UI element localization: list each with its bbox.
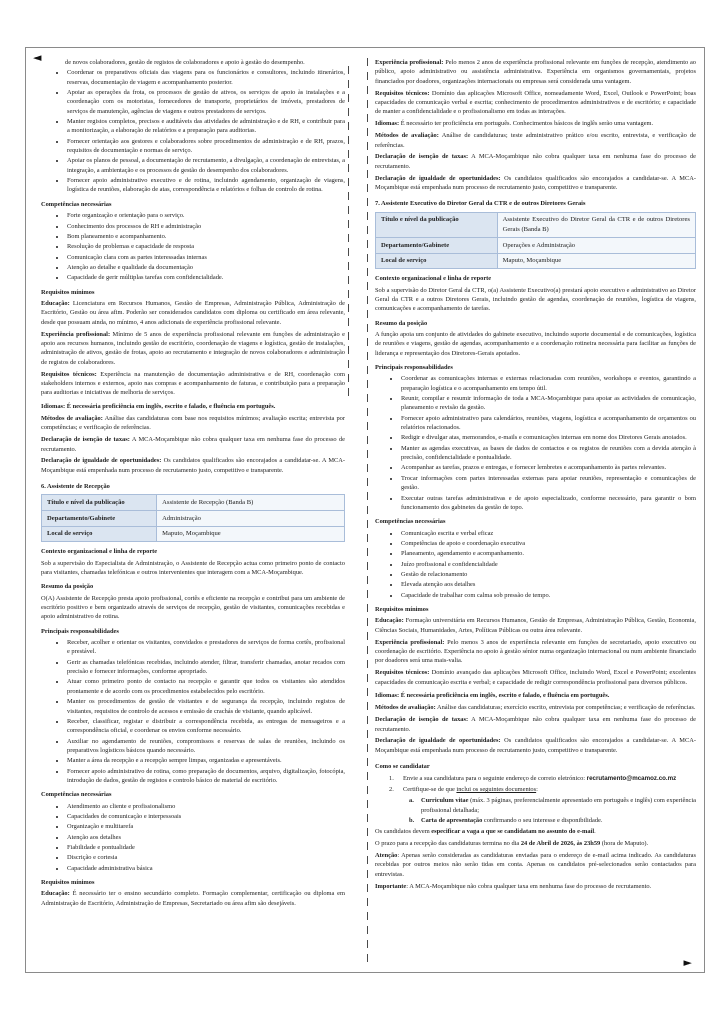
table-row xyxy=(376,238,696,254)
field-label: Experiência profissional: xyxy=(375,638,445,646)
list-item: • Receber, acolher e orientar os visitantes, convidados e prestadores de serviços de forma cortês, profissional e prestável. xyxy=(66,638,345,657)
table-value: Administração xyxy=(157,511,345,527)
field-text: Análise de candidaturas; teste administrativo prático e/ou escrito, entrevista, e verificação de referências. xyxy=(375,132,696,149)
item-letter: b. xyxy=(409,817,415,825)
table-row xyxy=(376,212,696,237)
field-label: Métodos de avaliação: xyxy=(375,704,436,712)
section-heading-competencias: Competências necessárias xyxy=(41,200,112,208)
list-item: • Fiabilidade e pontualidade xyxy=(66,843,345,852)
list-item: • Trocar informações com partes interessadas externas para apoiar reuniões, representação e comunicações de gestão. xyxy=(400,474,696,493)
list-item: • Forte organização e orientação para o serviço. xyxy=(66,211,345,220)
item-text xyxy=(421,816,696,825)
table-label: Local de serviço xyxy=(376,253,498,269)
text-post: . xyxy=(594,828,596,836)
labeled-paragraph-idiomas-job6 xyxy=(375,119,696,128)
step-number: 2. xyxy=(389,786,394,794)
list-item: • Atuar como primeiro ponto de contacto na recepção e garantir que todos os visitantes são atendidos prontamente e de acordo com os procedimentos estabelecidos pelo escritório. xyxy=(66,677,345,696)
list-item: • Auxiliar no agendamento de reuniões, compromissos e reservas de salas de reuniões, incluindo os preparativos logísticos básicos quando necessário. xyxy=(66,737,345,756)
list-item: • Competências de apoio e coordenação executiva xyxy=(400,539,696,548)
field-label: Experiência profissional: xyxy=(375,59,444,66)
job7-title: 7. Assistente Executivo do Diretor Geral da CTR e de outros Diretores Gerais xyxy=(375,200,586,208)
labeled-paragraph-metodos xyxy=(41,414,345,433)
responsibilities-list-job7 xyxy=(375,374,696,512)
job7-summary-table xyxy=(375,212,696,270)
step-pre: Envie a sua candidatura para o seguinte endereço de correio eletrónico: xyxy=(403,775,587,783)
labeled-paragraph-igualdade xyxy=(41,456,345,475)
field-text: É necessário ter o ensino secundário completo. Formação complementar, certificação ou diploma em Administração de Escritório, Administração de Empresas, Secretariado ou área afim são desejáveis. xyxy=(41,890,345,907)
doc-desc: confirmando o seu interesse e disponibilidade. xyxy=(482,817,603,825)
right-column xyxy=(375,58,696,964)
idiomas-statement: Idiomas: É necessária proficiência em inglês, escrito e falado, e fluência em português. xyxy=(41,402,276,410)
field-label: Métodos de avaliação: xyxy=(375,132,439,140)
list-item: • Atendimento ao cliente e profissionalismo xyxy=(66,802,345,811)
labeled-paragraph-educacao-job7 xyxy=(375,616,696,635)
text-bold: especificar a vaga a que se candidatam no assunto do e-mail xyxy=(431,828,595,836)
list-item: • Reunir, compilar e resumir informação de toda a MCA-Moçambique para apoiar as actividades de comunicação, planeamento e revisão da gestão. xyxy=(400,394,696,413)
field-text: A MCA-Moçambique não cobra qualquer taxa em nenhuma fase do processo de recrutamento. xyxy=(375,153,696,170)
duties-list xyxy=(41,68,345,194)
labeled-paragraph-isencao xyxy=(41,435,345,454)
revision-bars-left xyxy=(348,66,349,396)
labeled-paragraph-metodos-job6 xyxy=(375,131,696,150)
section-heading-contexto: Contexto organizacional e linha de reporte xyxy=(41,548,158,556)
table-row xyxy=(376,253,696,269)
doc-desc: (máx. 3 páginas, preferencialmente apresentado em português e inglês) com experiência profissional detalhada; xyxy=(421,797,696,814)
table-label: Título e nível da publicação xyxy=(376,212,498,237)
list-item: • Elevada atenção aos detalhes xyxy=(400,580,696,589)
section-heading-responsabilidades-job7: Principais responsabilidades xyxy=(375,364,453,372)
list-item: • Resolução de problemas e capacidade de resposta xyxy=(66,242,345,251)
list-item: • Redigir e divulgar atas, memorandos, e-mails e comunicações internas em nome dos Diretores Gerais апoiados. xyxy=(400,433,696,442)
field-label: Importante xyxy=(375,882,407,890)
list-item: • Atenção aos detalhes xyxy=(66,833,345,842)
field-text: Experiência na manutenção de documentação administrativa e de RH, coordenação com stakeholders internos e externos, apoio nas compras e acompanhamento de faturas, e contribuição para a preparação para auditorias e iniciativas de melhoria de serviços. xyxy=(41,370,345,397)
job6-title: 6. Assistente de Recepção xyxy=(41,483,110,491)
labeled-paragraph-experiencia xyxy=(41,330,345,367)
importante-paragraph xyxy=(375,882,696,891)
field-text: Domínio das aplicações Microsoft Office, nomeadamente Word, Excel, Outlook e PowerPoint; boas capacidades de comunicação verbal e escrita; conhecimento de procedimentos administrativos e de escritório; e capacidade de manter a confidencialidade e o profissionalismo em todas as interações. xyxy=(375,89,696,116)
section-heading-competencias2: Competências necessárias xyxy=(41,791,112,799)
idiomas-statement-job7: Idiomas: É necessária proficiência em inglês, escrito e falado, e fluência em português. xyxy=(375,691,610,699)
list-item: • Gerir as chamadas telefónicas recebidas, incluindo atender, filtrar, transferir chamadas, anotar recados com precisão e fornecer informações, conforme apropriado. xyxy=(66,658,345,677)
apply-step-2 xyxy=(375,785,696,794)
text-pre: Os candidatos devem xyxy=(375,828,432,836)
table-value: Maputo, Moçambique xyxy=(497,253,695,269)
list-item: • Coordenar os preparativos oficiais das viagens para os funcionários e consultores, incluindo itinerários, reservas, documentação de viagem e acompanhamento posterior. xyxy=(66,68,345,87)
doc-name: Carta de apresentação xyxy=(421,817,483,825)
section-heading-requisitos: Requisitos mínimos xyxy=(41,288,95,296)
step-number: 1. xyxy=(389,775,394,783)
field-text: Análise das candidaturas; exercício escrito, entrevista por competências; e verificação de referências. xyxy=(435,704,696,712)
list-item: • Receber, classificar, registar e distribuir a correspondência recebida, as entregas de mensageiros e a correspondência oficial, e coordenar os envios conforme necessário. xyxy=(66,717,345,736)
field-label: Requisitos técnicos: xyxy=(375,669,430,677)
job6-summary-table xyxy=(41,494,345,542)
table-label: Departamento/Gabinete xyxy=(42,511,157,527)
two-column-layout xyxy=(26,48,704,972)
text-pre: O prazo para a recepção das candidaturas termina no dia xyxy=(375,840,521,848)
list-item: • Capacidade de gerir múltiplas tarefas com confidencialidade. xyxy=(66,273,345,282)
resumo-paragraph: O(A) Assistente de Recepção presta apoio profissional, cortês e eficiente na recepção e contribui para um ambiente de escritório positivo e bem organizado através de serviços de recepção, gestão de visitantes, comunicações recebidas e apoio administrativo de rotina. xyxy=(41,594,345,621)
table-label: Departamento/Gabinete xyxy=(376,238,498,254)
deadline-date: 24 de Abril de 2026, às 23h59 xyxy=(520,840,601,848)
application-email[interactable]: recrutamento@mcamoz.co.mz xyxy=(586,775,677,783)
list-item: • Planeamento, agendamento e acompanhamento. xyxy=(400,549,696,558)
text-post: (hora de Maputo). xyxy=(600,840,649,848)
doc-name: Curriculum vitae xyxy=(421,797,469,805)
item-letter: a. xyxy=(409,797,414,805)
apply-step-1 xyxy=(375,774,696,783)
step-post: : xyxy=(536,786,538,794)
labeled-paragraph-igualdade-job6 xyxy=(375,174,696,193)
continued-from-previous-icon[interactable]: ◄ xyxy=(33,51,42,64)
field-label: Métodos de avaliação: xyxy=(41,414,103,422)
table-value: Maputo, Moçambique xyxy=(157,526,345,542)
step-text xyxy=(403,785,696,794)
section-heading-resumo: Resumo da posição xyxy=(41,583,94,591)
labeled-paragraph-experiencia-job6 xyxy=(375,58,696,86)
table-label: Local de serviço xyxy=(42,526,157,542)
field-label: Educação: xyxy=(375,617,404,625)
field-label: Declaração de isenção de taxas: xyxy=(375,716,469,724)
list-item: • Coordenar as comunicações internas e externas relacionadas com reuniões, workshops e eventos, garantindo a preparação logística e o acompanhamento em tempo útil. xyxy=(400,374,696,393)
field-label: Declaração de igualdade de oportunidades: xyxy=(41,457,162,465)
field-text: : Apenas serão consideradas as candidaturas enviadas para o endereço de e-mail acima indicado. As candidaturas recebidas por outros meios não serão tidas em conta. Apenas os candidatos pré-selecionados serão contactados para entrevistas. xyxy=(375,852,696,878)
field-text: Domínio avançado das aplicações Microsoft Office, incluindo Word, Excel e PowerPoint; excelentes capacidades de comunicação escrita e verbal; e capacidade de redigir correspondência profissional para diversos públicos. xyxy=(375,669,696,686)
list-item: • Discrição e cortesia xyxy=(66,853,345,862)
contexto-paragraph: Sob a supervisão do Especialista de Administração, o Assistente de Recepção actua como primeiro ponto de contacto para visitantes, chamadas telefónicas e outros intervenientes que interagem com a MCA-Moçambique. xyxy=(41,559,345,577)
underlined-phrase: inclui os seguintes documentos xyxy=(456,786,537,794)
table-value: Operações e Administração xyxy=(497,238,695,254)
field-text: Os candidatos qualificados são encorajados a candidatar-se. A MCA-Moçambique está empenhada num processo de recrutamento justo, competitivo e transparente. xyxy=(375,174,696,192)
field-label: Atenção xyxy=(375,852,398,860)
field-label: Declaração de isenção de taxas: xyxy=(375,153,469,161)
section-heading-requisitos2: Requisitos mínimos xyxy=(41,879,95,886)
atencao-paragraph xyxy=(375,851,696,879)
field-text: Pelo menos 2 anos de experiência profissional relevante em funções de recepção, atendimento ao público, apoio administrativo ou assistência administrativa. Experiência em organismos governamentais, projetos financiados por doadores, organizações internacionais ou empresas será considerada uma vantagem. xyxy=(375,59,696,85)
field-label: Educação: xyxy=(41,299,70,307)
list-item: • Bom planeamento e acompanhamento. xyxy=(66,232,345,241)
field-text: É necessário ter proficiência em português. Conhecimentos básicos de inglês serão uma vantagem. xyxy=(399,120,654,128)
labeled-paragraph-metodos-job7 xyxy=(375,703,696,712)
field-label: Educação: xyxy=(41,890,70,898)
continues-next-page-icon[interactable]: ► xyxy=(683,956,692,969)
labeled-paragraph-tecnicos xyxy=(41,370,345,398)
revision-bars-right xyxy=(367,58,368,962)
list-item: • Manter registos completos, precisos e auditáveis das atividades de administração e de RH, e contribuir para a monitorização, a elaboração de relatórios e a preparação para auditorias. xyxy=(66,117,345,136)
field-text: Pelo menos 3 anos de experiência relevante em funções de secretariado, apoio executivo ou coordenação de escritório. Experiência no apoio à gestão sénior numa organização internacional ou num ambiente financiado por doadores será uma mais-valia. xyxy=(375,638,696,665)
list-item: • Fornecer apoio administrativo executivo e de rotina, incluindo agendamento, organização de viagens, logística de reuniões, elaboração de atas, correspondência e relatórios e folhas de controlo de rotina. xyxy=(66,176,345,195)
step-pre: Certifique-se de que xyxy=(403,786,457,794)
list-item: • Capacidade de trabalhar com calma sob pressão de tempo. xyxy=(400,591,696,600)
field-text: Os candidatos qualificados são encorajados a candidatar-se. A MCA-Moçambique está empenhada num processo de recrutamento justo, competitivo e transparente. xyxy=(375,737,696,754)
field-label: Requisitos técnicos: xyxy=(41,370,97,378)
document-frame xyxy=(25,47,705,973)
field-text: Formação universitária em Recursos Humanos, Gestão de Empresas, Administração Pública, Gestão, Economia, Ciências Sociais, Humanidades, Artes, Políticas Públicas ou outra área relevante. xyxy=(375,617,696,634)
list-item: • Capacidade administrativa básica xyxy=(66,864,345,873)
field-text: : A MCA-Moçambique não cobra qualquer taxa em nenhuma fase do processo de recrutamento. xyxy=(406,882,652,890)
table-value: Assistente de Recepção (Banda B) xyxy=(157,495,345,511)
list-item: • Manter a área da recepção e a recepção sempre limpas, organizadas e apresentáveis. xyxy=(66,756,345,765)
item-text xyxy=(421,796,696,815)
list-item: • Juízo profissional e confidencialidade xyxy=(400,560,696,569)
table-row xyxy=(42,526,345,542)
subject-instruction xyxy=(375,827,696,836)
deadline-paragraph xyxy=(375,839,696,848)
list-item: • Comunicação clara com as partes interessadas internas xyxy=(66,253,345,262)
field-text: Os candidatos qualificados são encorajados a candidatar-se. A MCA-Moçambique está empenhada num processo de recrutamento justo, competitivo e transparente. xyxy=(41,457,345,474)
field-label: Declaração de isenção de taxas: xyxy=(41,436,130,444)
labeled-paragraph-educacao xyxy=(41,299,345,327)
left-column xyxy=(41,58,345,964)
field-text: Licenciatura em Recursos Humanos, Gestão de Empresas, Administração Pública, Administração de Escritório, Gestão ou área afim. Poderão ser considerados candidatos com diploma ou certificado em área relevante, desde que possuam ainda, no mínimo, 4 anos adicionais de experiência profissional relevante. xyxy=(41,299,345,326)
list-item: • Gestão de relacionamento xyxy=(400,570,696,579)
step-text xyxy=(403,774,696,783)
section-heading-contexto-job7: Contexto organizacional e linha de reporte xyxy=(375,275,492,283)
field-label: Declaração de igualdade de oportunidades: xyxy=(375,174,501,182)
labeled-paragraph-educacao-job6 xyxy=(41,889,345,908)
section-heading-requisitos-job7: Requisitos mínimos xyxy=(375,605,429,613)
table-value: Assistente Executivo do Diretor Geral da CTR e de outros Diretores Gerais (Banda B) xyxy=(497,212,695,237)
labeled-paragraph-isencao-job6 xyxy=(375,152,696,171)
list-item: • Capacidades de comunicação e interpessoais xyxy=(66,812,345,821)
field-text: A MCA-Moçambique não cobra qualquer taxa em nenhuma fase do processo de recrutamento. xyxy=(41,436,345,453)
section-heading-resumo-job7: Resumo da posição xyxy=(375,319,428,327)
field-text: A MCA-Moçambique não cobra qualquer taxa em nenhuma fase do processo de recrutamento. xyxy=(375,716,696,733)
field-label: Declaração de igualdade de oportunidades: xyxy=(375,737,501,745)
list-item: • Atenção ao detalhe e qualidade da documentação xyxy=(66,263,345,272)
table-row xyxy=(42,511,345,527)
document-item-b xyxy=(375,816,696,825)
list-item: • Fornecer apoio administrativo de rotina, como preparação de documentos, arquivo, digitalização, fotocópia, introdução de dados, gestão de registos e controlo básico de material de escritório. xyxy=(66,767,345,786)
labeled-paragraph-experiencia-job7 xyxy=(375,638,696,666)
section-heading-competencias-job7: Competências necessárias xyxy=(375,518,446,526)
competencies-list xyxy=(41,211,345,282)
competencies-list-job6 xyxy=(41,802,345,873)
field-text: Mínimo de 5 anos de experiência profissional relevante em funções de administração e apoio aos recursos humanos, incluindo gestão de escritório, coordenação de viagens e logística, gestão de instalações, administração de ativos, gestão de frotas, apoio ao recrutamento e integração de novos colaboradores e administração de registos de colaboradores. xyxy=(41,330,345,366)
section-heading-responsabilidades: Principais responsabilidades xyxy=(41,627,119,635)
apply-heading: Como se candidatar xyxy=(375,763,430,771)
table-row xyxy=(42,495,345,511)
list-item: • Manter as agendas executivas, as bases de dados de contactos e os registos de reuniões com a devida atenção à precisão, confidencialidade e pontualidade. xyxy=(400,444,696,463)
list-item: • Comunicação escrita e verbal eficaz xyxy=(400,529,696,538)
labeled-paragraph-isencao-job7 xyxy=(375,715,696,734)
field-label: Requisitos técnicos: xyxy=(375,89,430,97)
field-label: Idiomas: xyxy=(375,120,400,128)
competencies-list-job7 xyxy=(375,529,696,600)
list-item: • Acompanhar as tarefas, prazos e entregas, e fornecer lembretes e acompanhamento às partes relevantes. xyxy=(400,463,696,472)
list-item: • Executar outras tarefas administrativas e de apoio especializado, conforme necessário, para garantir o bom funcionamento dos gabinetes da gestão de topo. xyxy=(400,494,696,513)
labeled-paragraph-igualdade-job7 xyxy=(375,736,696,755)
list-item: • Apoiar as operações da frota, os processos de gestão de ativos, os serviços de apoio às instalações e a coordenação com os motoristas, fornecedores de transporte, proprietários de imóveis, prestadores de serviços de manutenção, agências de viagens e outros prestadores de serviços. xyxy=(66,88,345,116)
list-item: • Fornecer orientação aos gestores e colaboradores sobre procedimentos de administração e de RH, prazos, requisitos de documentação e normas de serviço. xyxy=(66,137,345,156)
resumo-paragraph-job7: A função apoia um conjunto de atividades do gabinete executivo, incluindo suporte documental e de comunicações, logística de reuniões e viagens, gestão de agendas, acompanhamento e a coordenação rotineira necessária para facilitar as funções de liderança e representação dos Diretores-Gerais apoiados. xyxy=(375,331,696,357)
list-item: • Fornecer apoio administrativo para calendários, reuniões, viagens, logística e acompanhamento de orçamentos ou relatórios relacionados. xyxy=(400,414,696,433)
list-item: • Manter os procedimentos de gestão de visitantes e de segurança da recepção, incluindo registos de visitantes, requisitos de controlo de acessos e emissão de crachás de visitante, quando aplicável. xyxy=(66,697,345,716)
field-label: Experiência profissional: xyxy=(41,330,111,338)
field-text: Análise das candidaturas com base nos requisitos mínimos; avaliação escrita; entrevista por competências; e verificação de referências. xyxy=(41,414,345,432)
list-item: • Conhecimento dos processos de RH e administração xyxy=(66,222,345,231)
responsibilities-list xyxy=(41,638,345,785)
labeled-paragraph-tecnicos-job7 xyxy=(375,668,696,687)
table-label: Título e nível da publicação xyxy=(42,495,157,511)
bullet-continuation: de novos colaboradores, gestão de registos de colaboradores e apoio à gestão do desempenho. xyxy=(65,59,305,66)
list-item: • Apoiar os planos de pessoal, a documentação de recrutamento, a divulgação, a coordenação de entrevistas, a integração, a ambientação e os processos de gestão do desempenho dos colaboradores. xyxy=(66,156,345,175)
list-item: • Organização e multitarefa xyxy=(66,822,345,831)
document-item-a xyxy=(375,796,696,815)
contexto-paragraph-job7: Sob a supervisão do Diretor Geral da CTR, o(a) Assistente Executivo(a) prestará apoio executivo e administrativo ao Diretor Geral da CTR e a outros Diretores Gerais, incluindo gestão de agendas, coordenação de reuniões, logística de viagens, comunicações e acompanhamento de tarefas. xyxy=(375,286,696,313)
labeled-paragraph-tecnicos-job6 xyxy=(375,89,696,117)
